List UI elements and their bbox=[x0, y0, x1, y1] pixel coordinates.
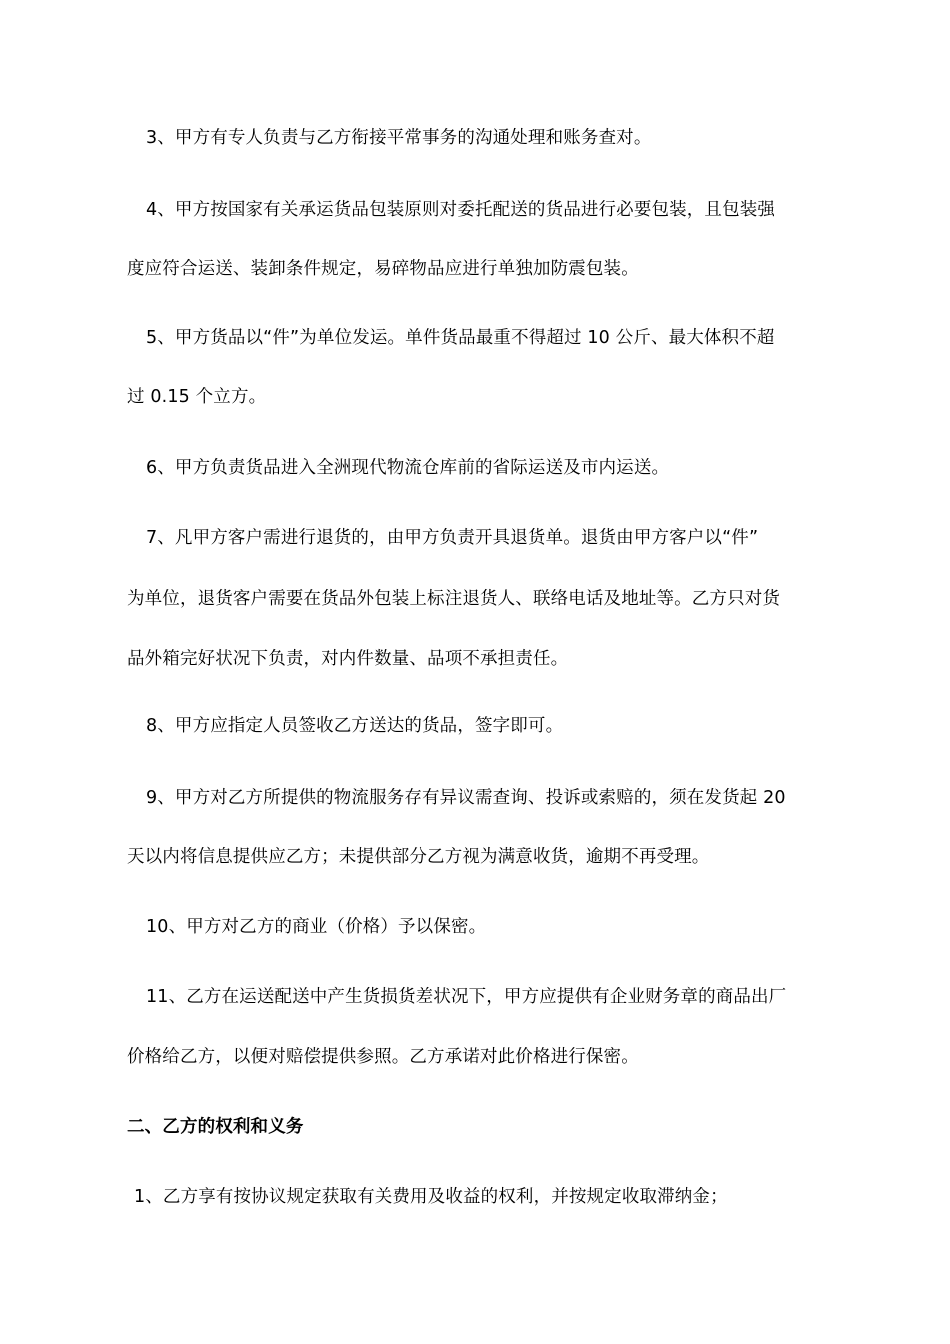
paragraph-10-line-1: 10、甲方对乙方的商业（价格）予以保密。 bbox=[146, 917, 487, 937]
paragraph-5-line-2: 过 0.15 个立方。 bbox=[127, 387, 267, 407]
paragraph-6-line-1: 6、甲方负责货品进入全洲现代物流仓库前的省际运送及市内运送。 bbox=[146, 458, 670, 478]
paragraph-7-line-1: 7、凡甲方客户需进行退货的，由甲方负责开具退货单。退货由甲方客户以“件” bbox=[146, 528, 759, 548]
paragraph-9-line-1: 9、甲方对乙方所提供的物流服务存有异议需查询、投诉或索赔的，须在发货起 20 bbox=[146, 788, 786, 808]
paragraph-5-line-1: 5、甲方货品以“件”为单位发运。单件货品最重不得超过 10 公斤、最大体积不超 bbox=[146, 328, 775, 348]
section-item-1-line-1: 1、乙方享有按协议规定获取有关费用及收益的权利，并按规定收取滞纳金； bbox=[134, 1187, 728, 1207]
paragraph-8-line-1: 8、甲方应指定人员签收乙方送达的货品，签字即可。 bbox=[146, 716, 564, 736]
paragraph-4-line-2: 度应符合运送、装卸条件规定，易碎物品应进行单独加防震包装。 bbox=[127, 259, 639, 279]
paragraph-11-line-1: 11、乙方在运送配送中产生货损货差状况下，甲方应提供有企业财务章的商品出厂 bbox=[146, 987, 787, 1007]
paragraph-3-line-1: 3、甲方有专人负责与乙方衔接平常事务的沟通处理和账务查对。 bbox=[146, 128, 652, 148]
paragraph-4-line-1: 4、甲方按国家有关承运货品包装原则对委托配送的货品进行必要包装，且包装强 bbox=[146, 200, 776, 220]
section-heading: 二、乙方的权利和义务 bbox=[127, 1117, 304, 1137]
paragraph-7-line-3: 品外箱完好状况下负责，对内件数量、品项不承担责任。 bbox=[127, 649, 569, 669]
paragraph-7-line-2: 为单位，退货客户需要在货品外包装上标注退货人、联络电话及地址等。乙方只对货 bbox=[127, 589, 781, 609]
paragraph-11-line-2: 价格给乙方，以便对赔偿提供参照。乙方承诺对此价格进行保密。 bbox=[127, 1047, 639, 1067]
paragraph-9-line-2: 天以内将信息提供应乙方；未提供部分乙方视为满意收货，逾期不再受理。 bbox=[127, 847, 710, 867]
